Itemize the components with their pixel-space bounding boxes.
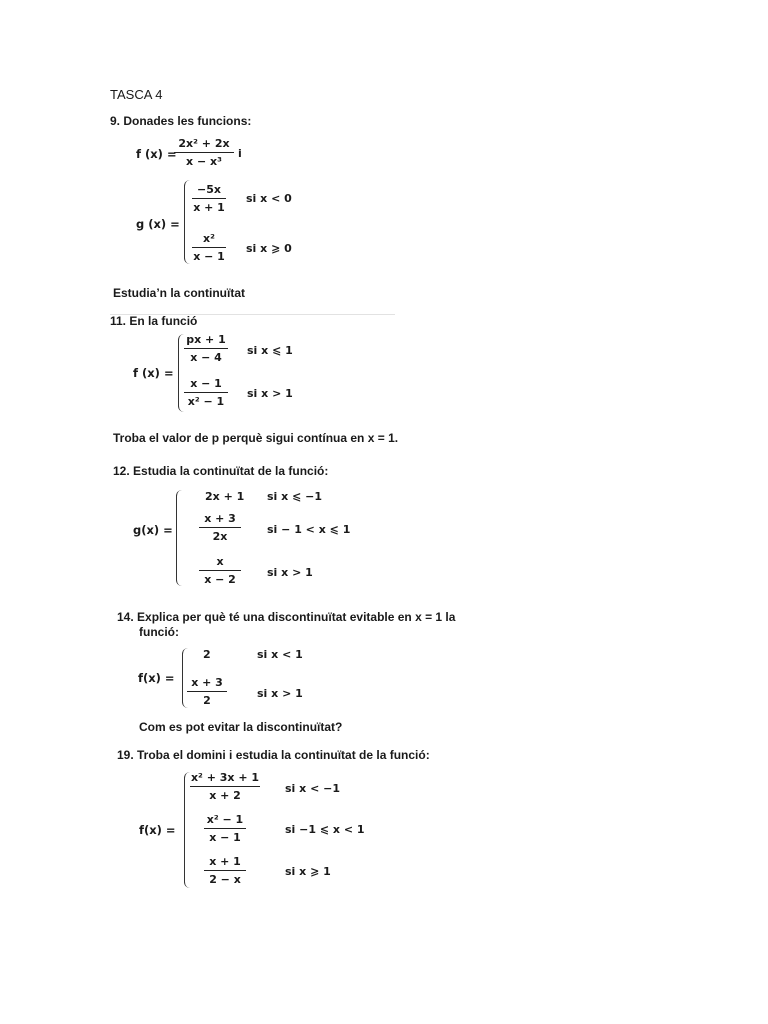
case1-fraction: px + 1 x − 4 [184, 332, 228, 365]
f-fraction: 2x² + 2x x − x³ [174, 136, 234, 169]
case2-condition: si −1 ⩽ x < 1 [285, 823, 365, 836]
case2-fraction: x − 1 x² − 1 [184, 376, 228, 409]
case1-fraction: x² + 3x + 1 x + 2 [190, 771, 260, 802]
case2-condition: si x > 1 [257, 687, 303, 700]
case2-fraction: x + 3 2 [187, 675, 227, 708]
case3-condition: si x > 1 [267, 566, 313, 579]
g-case1-condition: si x < 0 [246, 192, 292, 205]
f-lhs: f (x) = [136, 147, 177, 161]
conjunction: i [238, 147, 242, 160]
problem-11-heading: 11. En la funció [110, 314, 198, 328]
problem-9-heading: 9. Donades les funcions: [110, 114, 252, 128]
case1-condition: si x < −1 [285, 782, 340, 795]
case2-condition: si x > 1 [247, 387, 293, 400]
f-lhs: f(x) = [139, 823, 176, 837]
case2-fraction: x² − 1 x − 1 [204, 812, 246, 845]
case1-condition: si x < 1 [257, 648, 303, 661]
case1-condition: si x ⩽ 1 [247, 344, 293, 357]
brace [184, 180, 191, 264]
case3-fraction: x + 1 2 − x [204, 854, 246, 887]
case1-expression: 2 [203, 648, 211, 661]
problem-11-question: Troba el valor de p perquè sigui contínua en x = 1. [113, 431, 399, 445]
g-case2-fraction: x² x − 1 [193, 232, 225, 263]
problem-19-heading: 19. Troba el domini i estudia la continuïtat de la funció: [117, 748, 430, 762]
problem-14-heading-cont: funció: [139, 625, 179, 639]
case1-expression: 2x + 1 [205, 490, 245, 503]
problem-14-heading: 14. Explica per què té una discontinuïtat evitable en x = 1 la [117, 610, 456, 624]
problem-14-question: Com es pot evitar la discontinuïtat? [139, 720, 343, 734]
case3-fraction: x x − 2 [199, 554, 241, 587]
g-case1-fraction: −5x x + 1 [193, 183, 225, 214]
brace [176, 490, 183, 586]
g-lhs: g (x) = [136, 217, 180, 231]
case2-condition: si − 1 < x ⩽ 1 [267, 523, 351, 536]
case3-condition: si x ⩾ 1 [285, 865, 331, 878]
f-lhs: f (x) = [133, 366, 174, 380]
case2-fraction: x + 3 2x [199, 511, 241, 544]
g-lhs: g(x) = [133, 523, 173, 537]
f-lhs: f(x) = [138, 671, 175, 685]
case1-condition: si x ⩽ −1 [267, 490, 322, 503]
page-title: TASCA 4 [110, 87, 163, 102]
problem-9-instruction: Estudia’n la continuïtat [113, 286, 246, 300]
problem-12-heading: 12. Estudia la continuïtat de la funció: [113, 464, 329, 478]
g-case2-condition: si x ⩾ 0 [246, 242, 292, 255]
